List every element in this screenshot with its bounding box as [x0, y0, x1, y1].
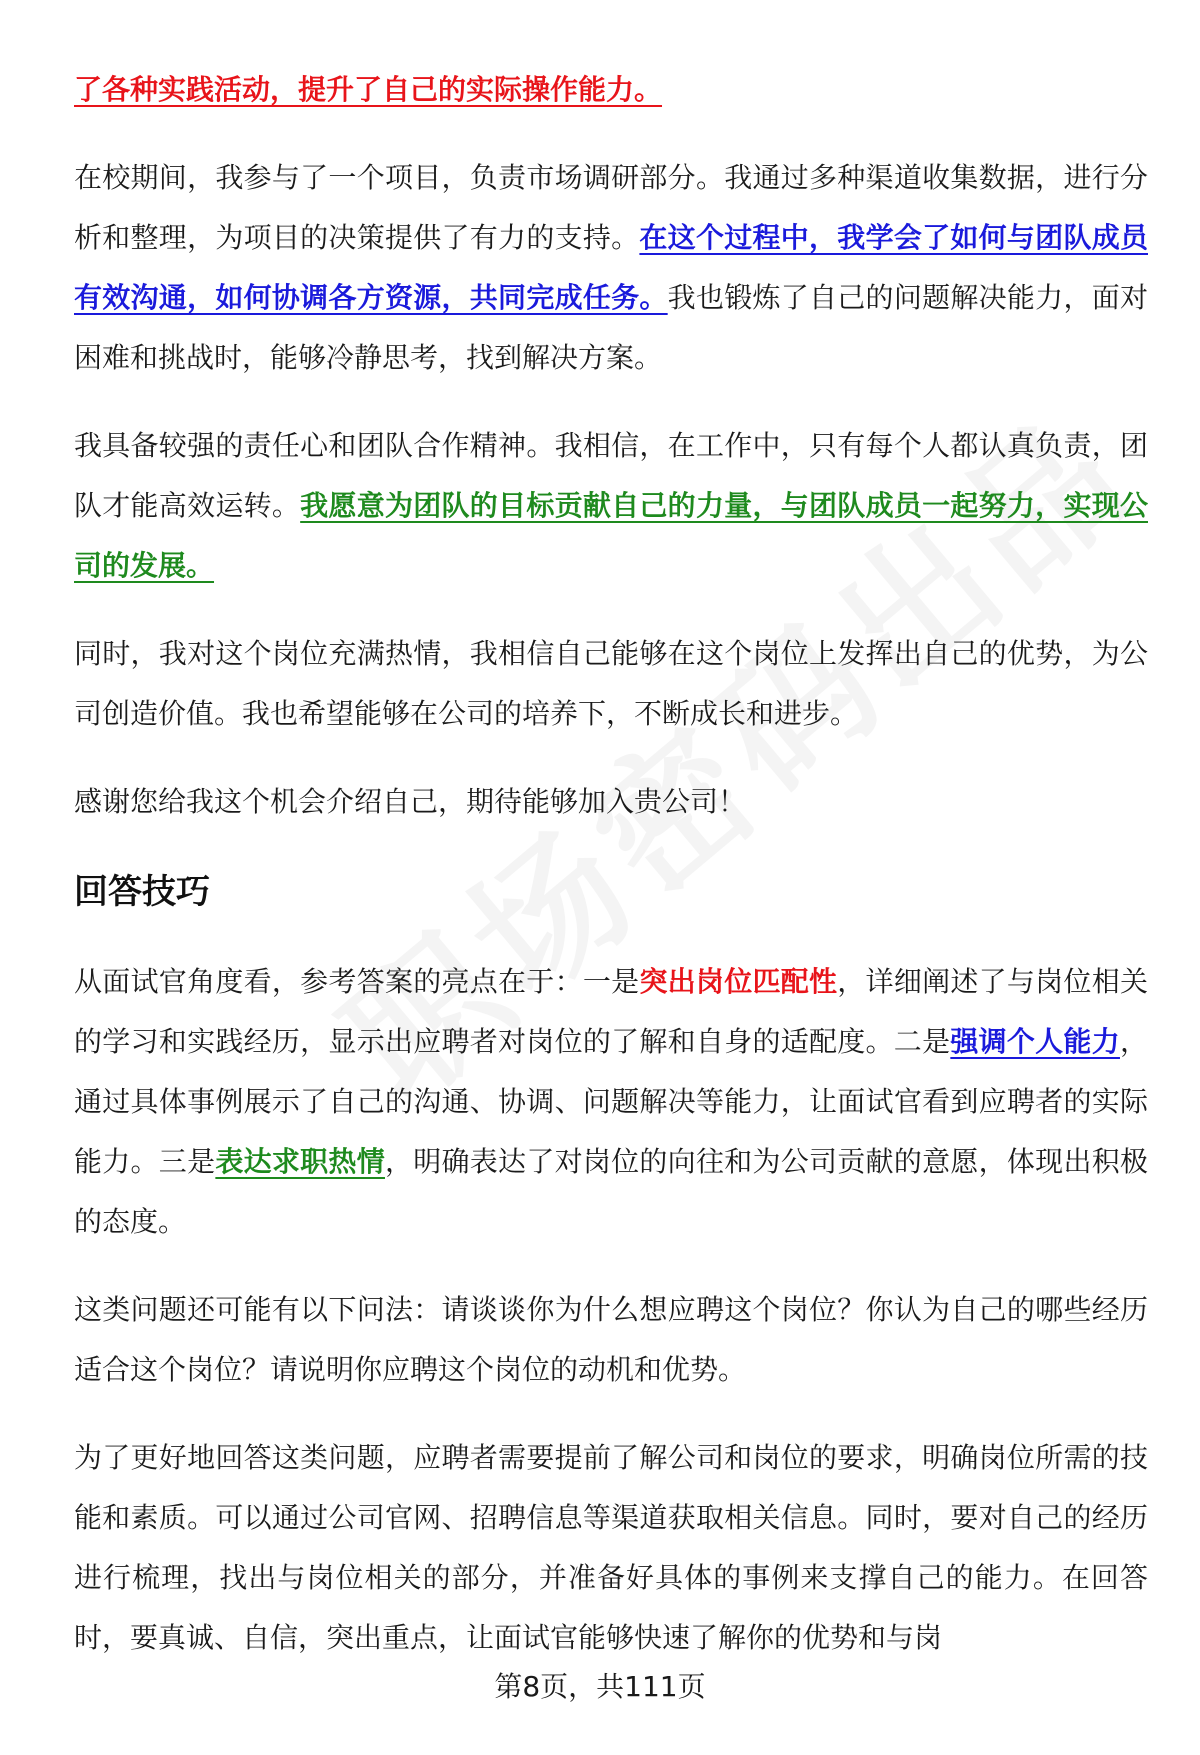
paragraph-0	[74, 60, 1148, 120]
highlight-red-practice: 了各种实践活动，提升了自己的实际操作能力。	[74, 73, 663, 106]
paragraph-1	[74, 148, 1148, 388]
para5-t2: ，详细阐述了与岗位相关的学习和实践经历，显示出应聘者对岗位的了解和自身的适配度。二是	[74, 965, 1148, 1058]
highlight-blue-communication: 在这个过程中，我学会了如何与团队成员有效沟通，如何协调各方资源，共同完成任务。	[74, 221, 1148, 314]
highlight-red-job-match: 突出岗位匹配性	[639, 965, 838, 998]
page-number: 第8页，共111页	[494, 1670, 706, 1703]
document-body	[74, 64, 1148, 1696]
para1-text2: 我也锻炼了自己的问题解决能力，面对困难和挑战时，能够冷静思考，找到解决方案。	[74, 281, 1148, 374]
para5-t3: ，通过具体事例展示了自己的沟通、协调、问题解决等能力，让面试官看到应聘者的实际能力。三是	[74, 1025, 1148, 1178]
paragraph-2	[74, 416, 1148, 596]
highlight-blue-ability: 强调个人能力	[950, 1025, 1120, 1058]
paragraph-7	[74, 1428, 1148, 1668]
para3-text: 同时，我对这个岗位充满热情，我相信自己能够在这个岗位上发挥出自己的优势，为公司创造价值。我也希望能够在公司的培养下，不断成长和进步。	[74, 637, 1148, 730]
para5-t4: ，明确表达了对岗位的向往和为公司贡献的意愿，体现出积极的态度。	[74, 1145, 1148, 1238]
highlight-green-team: 我愿意为团队的目标贡献自己的力量，与团队成员一起努力，实现公司的发展。	[74, 489, 1148, 582]
paragraph-5	[74, 952, 1148, 1252]
para6-text: 这类问题还可能有以下问法：请谈谈你为什么想应聘这个岗位？你认为自己的哪些经历适合这个岗位？请说明你应聘这个岗位的动机和优势。	[74, 1293, 1148, 1386]
paragraph-3	[74, 624, 1148, 744]
section-heading: 回答技巧	[74, 872, 210, 912]
para2-text1: 我具备较强的责任心和团队合作精神。我相信，在工作中，只有每个人都认真负责，团队才能高效运转。	[74, 429, 1148, 522]
paragraph-4	[74, 772, 1148, 832]
paragraph-6	[74, 1280, 1148, 1400]
para5-t1: 从面试官角度看，参考答案的亮点在于：一是	[74, 965, 640, 998]
para1-text1: 在校期间，我参与了一个项目，负责市场调研部分。我通过多种渠道收集数据，进行分析和整理，为项目的决策提供了有力的支持。	[74, 161, 1148, 254]
para4-text: 感谢您给我这个机会介绍自己，期待能够加入贵公司！	[74, 785, 747, 818]
para7-text: 为了更好地回答这类问题，应聘者需要提前了解公司和岗位的要求，明确岗位所需的技能和素质。可以通过公司官网、招聘信息等渠道获取相关信息。同时，要对自己的经历进行梳理，找出与岗位相关的部分，并准备好具体的事例来支撑自己的能力。在回答时，要真诚、自信，突出重点，让面试官能够快速了解你的优势和与岗	[74, 1441, 1148, 1654]
highlight-green-passion: 表达求职热情	[215, 1145, 385, 1178]
